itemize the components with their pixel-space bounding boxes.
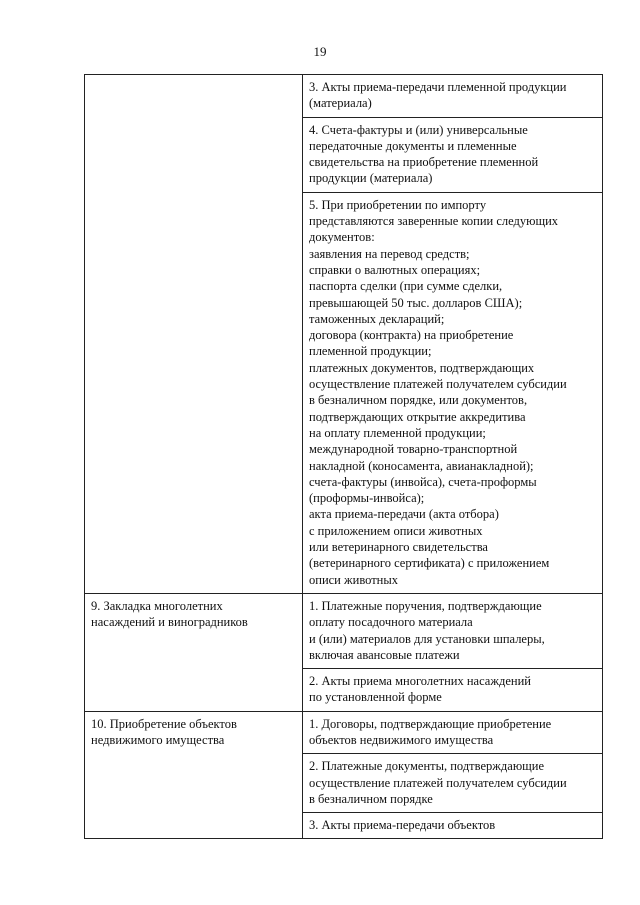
cell-line: 2. Акты приема многолетних насаждений <box>309 674 531 689</box>
cell-line: справки о валютных операциях; <box>309 262 481 277</box>
cell-line: передаточные документы и племенные <box>309 138 517 153</box>
cell-line: представляются заверенные копии следующих <box>309 214 559 229</box>
cell-line: объектов недвижимого имущества <box>309 732 494 747</box>
document-cell <box>303 711 603 754</box>
cell-line: 9. Закладка многолетних <box>91 598 223 613</box>
cell-line: продукции (материала) <box>309 171 433 186</box>
cell-line: оплату посадочного материала <box>309 615 473 630</box>
cell-line: и (или) материалов для установки шпалеры, <box>309 631 545 646</box>
category-cell <box>85 593 303 711</box>
category-cell <box>85 711 303 839</box>
document-cell <box>303 669 603 712</box>
cell-line: 1. Договоры, подтверждающие приобретение <box>309 716 552 731</box>
cell-line: платежных документов, подтверждающих <box>309 360 535 375</box>
cell-line: недвижимого имущества <box>91 732 225 747</box>
cell-line: таможенных деклараций; <box>309 311 445 326</box>
cell-line: племенной продукции; <box>309 344 432 359</box>
table-row <box>85 593 603 668</box>
cell-line: акта приема-передачи (акта отбора) <box>309 507 499 522</box>
cell-line: документов: <box>309 230 375 245</box>
cell-line: счета-фактуры (инвойса), счета-проформы <box>309 474 537 489</box>
document-cell <box>303 593 603 668</box>
cell-line: 3. Акты приема-передачи племенной продукции <box>309 80 567 94</box>
cell-line: на оплату племенной продукции; <box>309 425 486 440</box>
page-number: 19 <box>313 44 327 59</box>
cell-line: свидетельства на приобретение племенной <box>309 155 539 170</box>
document-cell <box>303 754 603 813</box>
cell-line: по установленной форме <box>309 690 442 705</box>
cell-line: подтверждающих открытие аккредитива <box>309 409 526 424</box>
cell-line: (проформы-инвойса); <box>309 491 425 506</box>
documents-table <box>84 74 603 839</box>
cell-line: осуществление платежей получателем субсидии <box>309 377 567 392</box>
cell-line: 4. Счета-фактуры и (или) универсальные <box>309 122 528 137</box>
cell-line: (ветеринарного сертификата) с приложением <box>309 556 550 571</box>
cell-line: с приложением описи животных <box>309 523 483 538</box>
cell-line: или ветеринарного свидетельства <box>309 540 488 555</box>
cell-line: международной товарно-транспортной <box>309 442 518 457</box>
cell-line: 2. Платежные документы, подтверждающие <box>309 759 545 774</box>
cell-line: в безналичном порядке, или документов, <box>309 393 528 408</box>
document-cell <box>303 117 603 192</box>
cell-line: заявления на перевод средств; <box>309 246 470 261</box>
cell-line: 10. Приобретение объектов <box>91 716 237 731</box>
cell-line: паспорта сделки (при сумме сделки, <box>309 279 503 294</box>
cell-line: договора (контракта) на приобретение <box>309 328 514 343</box>
cell-line: в безналичном порядке <box>309 791 433 806</box>
table-row <box>85 711 603 754</box>
cell-line: 3. Акты приема-передачи объектов <box>309 818 496 833</box>
document-cell <box>303 75 603 118</box>
category-cell <box>85 75 303 594</box>
cell-line: накладной (коносамента, авианакладной); <box>309 458 534 473</box>
cell-line: насаждений и виноградников <box>91 615 248 630</box>
table-row <box>85 75 603 118</box>
cell-line: 5. При приобретении по импорту <box>309 197 487 212</box>
cell-line: осуществление платежей получателем субсидии <box>309 775 567 790</box>
cell-line: 1. Платежные поручения, подтверждающие <box>309 598 542 613</box>
document-cell <box>303 813 603 839</box>
cell-line: превышающей 50 тыс. долларов США); <box>309 295 523 310</box>
cell-line: (материала) <box>309 96 372 111</box>
cell-line: включая авансовые платежи <box>309 647 460 662</box>
cell-line: описи животных <box>309 572 399 587</box>
document-cell <box>303 192 603 593</box>
